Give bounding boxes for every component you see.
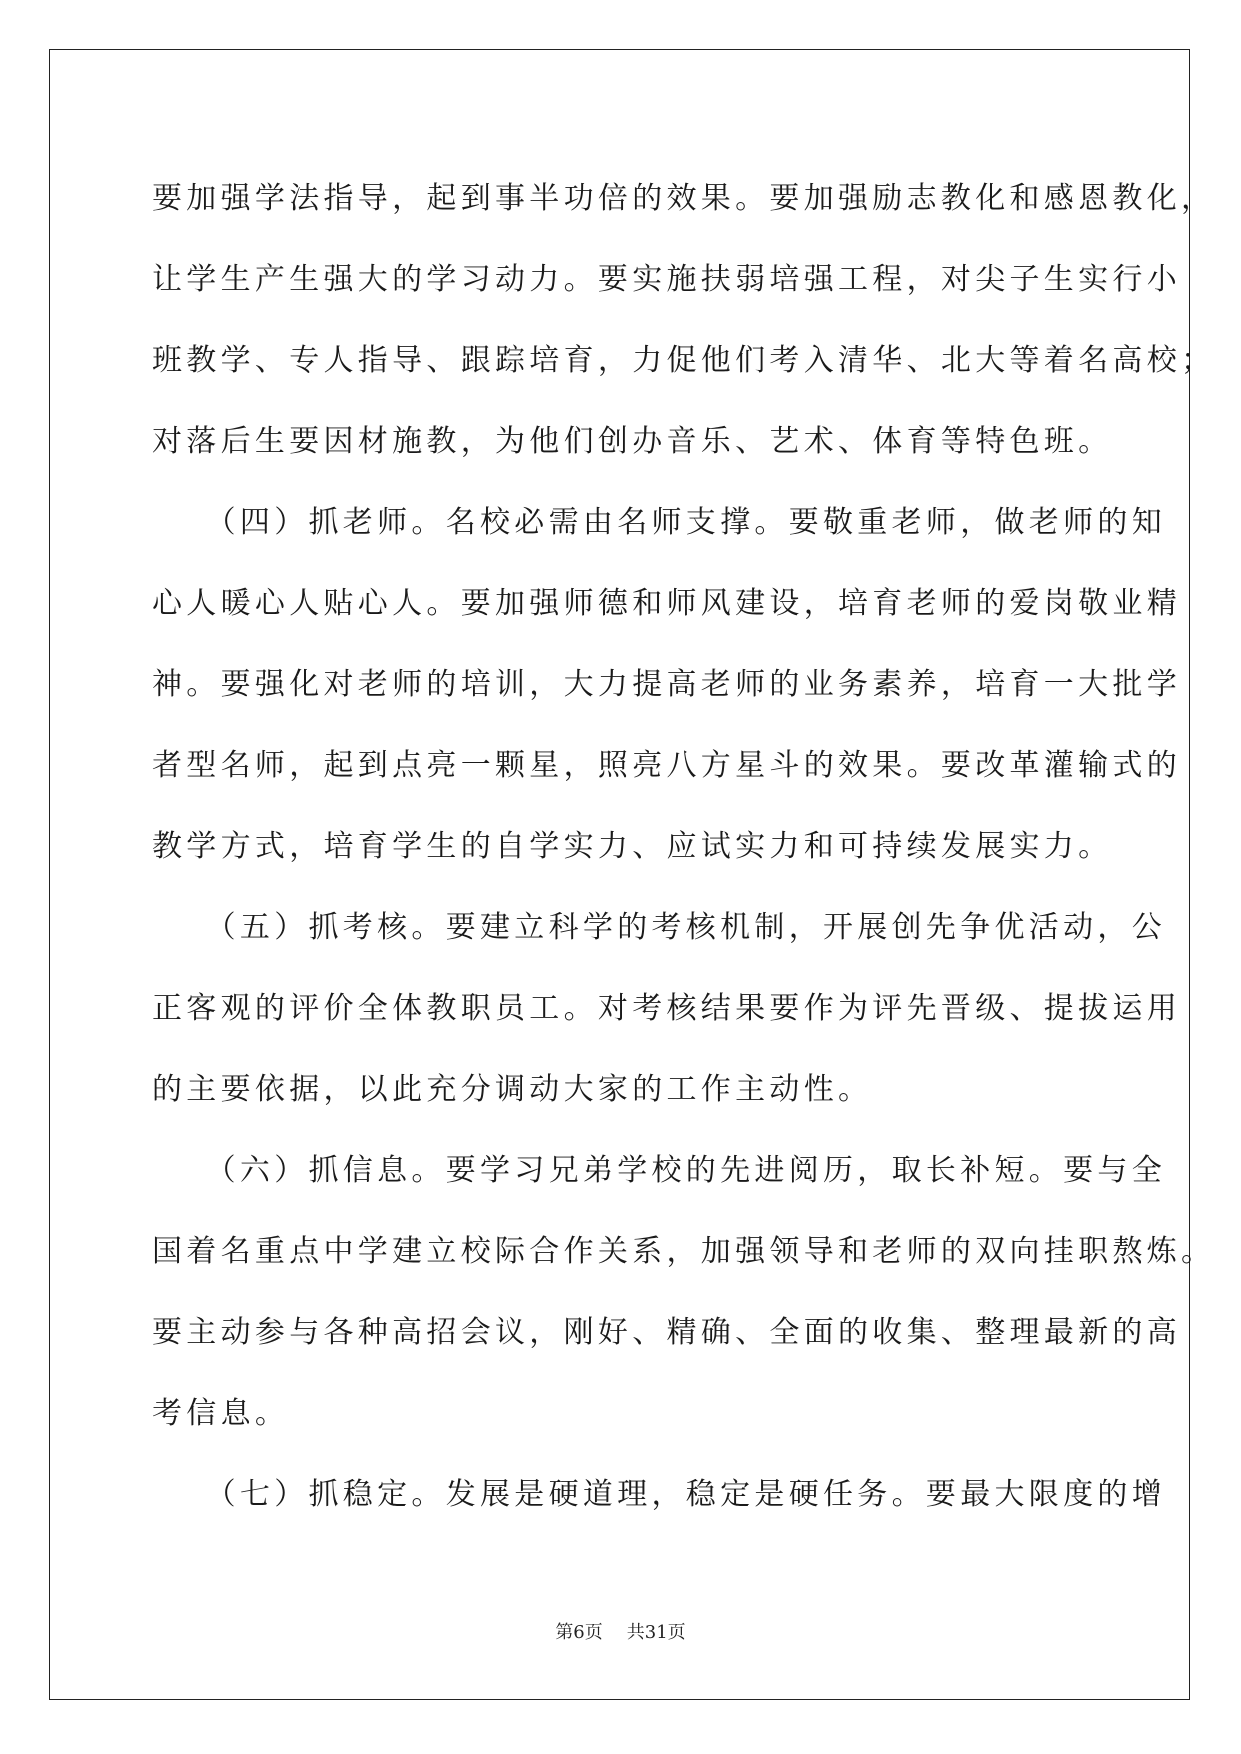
text-line: （七）抓稳定。发展是硬道理，稳定是硬任务。要最大限度的增	[152, 1477, 1166, 1512]
text-line: 考信息。	[152, 1396, 290, 1431]
text-line: 者型名师，起到点亮一颗星，照亮八方星斗的效果。要改革灌输式的	[152, 748, 1181, 783]
text-line: 班教学、专人指导、跟踪培育，力促他们考入清华、北大等着名高校；	[152, 343, 1216, 378]
text-line: 国着名重点中学建立校际合作关系，加强领导和老师的双向挂职熬炼。	[152, 1234, 1216, 1269]
text-line: 让学生产生强大的学习动力。要实施扶弱培强工程，对尖子生实行小	[152, 262, 1181, 297]
text-line: 神。要强化对老师的培训，大力提高老师的业务素养，培育一大批学	[152, 667, 1181, 702]
text-line: 教学方式，培育学生的自学实力、应试实力和可持续发展实力。	[152, 829, 1113, 864]
text-line: 要主动参与各种高招会议，刚好、精确、全面的收集、整理最新的高	[152, 1315, 1181, 1350]
total-pages: 共31页	[626, 1622, 686, 1643]
text-line: （六）抓信息。要学习兄弟学校的先进阅历，取长补短。要与全	[152, 1153, 1166, 1188]
page-number: 第6页	[555, 1622, 603, 1643]
text-line: 要加强学法指导，起到事半功倍的效果。要加强励志教化和感恩教化，	[152, 181, 1216, 216]
text-line: 对落后生要因材施教，为他们创办音乐、艺术、体育等特色班。	[152, 424, 1113, 459]
document-body	[152, 158, 1216, 1535]
text-line: 的主要依据，以此充分调动大家的工作主动性。	[152, 1072, 873, 1107]
page-footer	[0, 1618, 1241, 1644]
text-line: （五）抓考核。要建立科学的考核机制，开展创先争优活动，公	[152, 910, 1166, 945]
text-line: （四）抓老师。名校必需由名师支撑。要敬重老师，做老师的知	[152, 505, 1166, 540]
text-line: 心人暖心人贴心人。要加强师德和师风建设，培育老师的爱岗敬业精	[152, 586, 1181, 621]
text-line: 正客观的评价全体教职员工。对考核结果要作为评先晋级、提拔运用	[152, 991, 1181, 1026]
